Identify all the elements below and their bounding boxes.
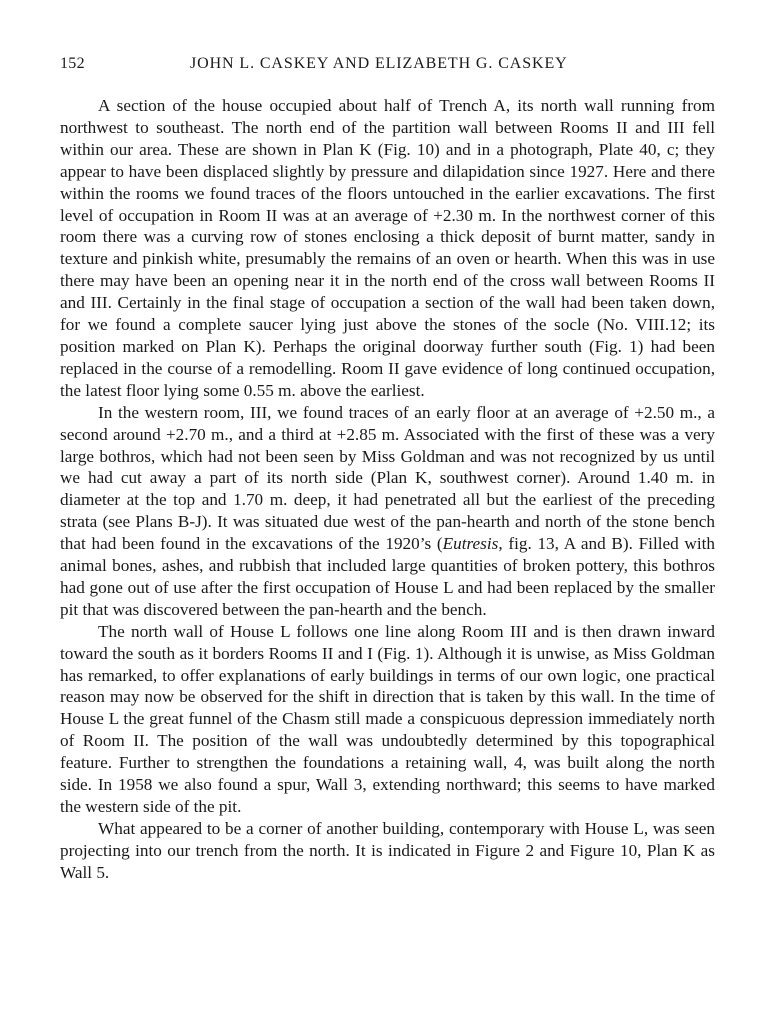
paragraph-3: The north wall of House L follows one line along Room III and is then drawn inward toward the south as it borders Rooms II and I (Fig. 1). Although it is unwise, as Miss Goldman has remarked, to offer explanations of early buildings in terms of our own logic, one practical reason may now be observed for the shift in direction that is taken by this wall. In the time of House L the great funnel of the Chasm still made a conspicuous depression immediately north of Room II. The position of the wall was undoubtedly determined by this topographical feature. Further to strengthen the foundations a retaining wall, 4, was built along the north side. In 1958 we also found a spur, Wall 3, extending northward; this seems to have marked the western side of the pit.	[60, 621, 715, 816]
paragraph-2	[60, 402, 715, 621]
italic-reference-eutresis: Eutresis	[442, 534, 499, 554]
paragraph-1: A section of the house occupied about half of Trench A, its north wall running from northwest to southeast. The north end of the partition wall between Rooms II and III fell within our area. These are shown in Plan K (Fig. 10) and in a photograph, Plate 40, c; they appear to have been displaced slightly by pressure and dilapidation since 1927. Here and there within the rooms we found traces of the floors untouched in the earlier excavations. The first level of occupation in Room II was at an average of +2.30 m. In the northwest corner of this room there was a curving row of stones enclosing a thick deposit of burnt matter, sandy in texture and pinkish white, presumably the remains of an oven or hearth. When this was in use there may have been an opening near it in the north end of the cross wall between Rooms II and III. Certainly in the final stage of occupation a section of the wall had been taken down, for we found a complete saucer lying just above the stones of the socle (No. VIII.12; its position marked on Plan K). Perhaps the original doorway further south (Fig. 1) had been replaced in the course of a remodelling. Room II gave evidence of long continued occupation, the latest floor lying some 0.55 m. above the earliest.	[60, 96, 715, 400]
body-text	[60, 95, 715, 884]
paragraph-2-text-before: In the western room, III, we found traces of an early floor at an average of +2.50 m., a second around +2.70 m., and a third at +2.85 m. Associated with the first of these was a very large bothros, which had not been seen by Miss Goldman and was not recognized by us until we had cut away a part of its north side (Plan K, southwest corner). Around 1.40 m. in diameter at the top and 1.70 m. deep, it had penetrated all but the earliest of the preceding strata (see Plans B-J). It was situated due west of the pan-hearth and north of the stone bench that had been found in the excavations of the 1920’s (	[60, 402, 715, 554]
paragraph-4: What appeared to be a corner of another building, contemporary with House L, was seen projecting into our trench from the north. It is indicated in Figure 2 and Figure 10, Plan K as Wall 5.	[60, 818, 715, 882]
page-number: 152	[60, 55, 85, 72]
paragraph-2-text-after: , fig. 13, A and B). Filled with animal bones, ashes, and rubbish that included large quantities of broken pottery, this bothros had gone out of use after the first occupation of House L and had been replaced by the smaller pit that was discovered between the pan-hearth and the bench.	[60, 534, 715, 619]
running-title: JOHN L. CASKEY AND ELIZABETH G. CASKEY	[190, 55, 568, 72]
running-head	[60, 55, 715, 81]
page	[60, 55, 715, 884]
